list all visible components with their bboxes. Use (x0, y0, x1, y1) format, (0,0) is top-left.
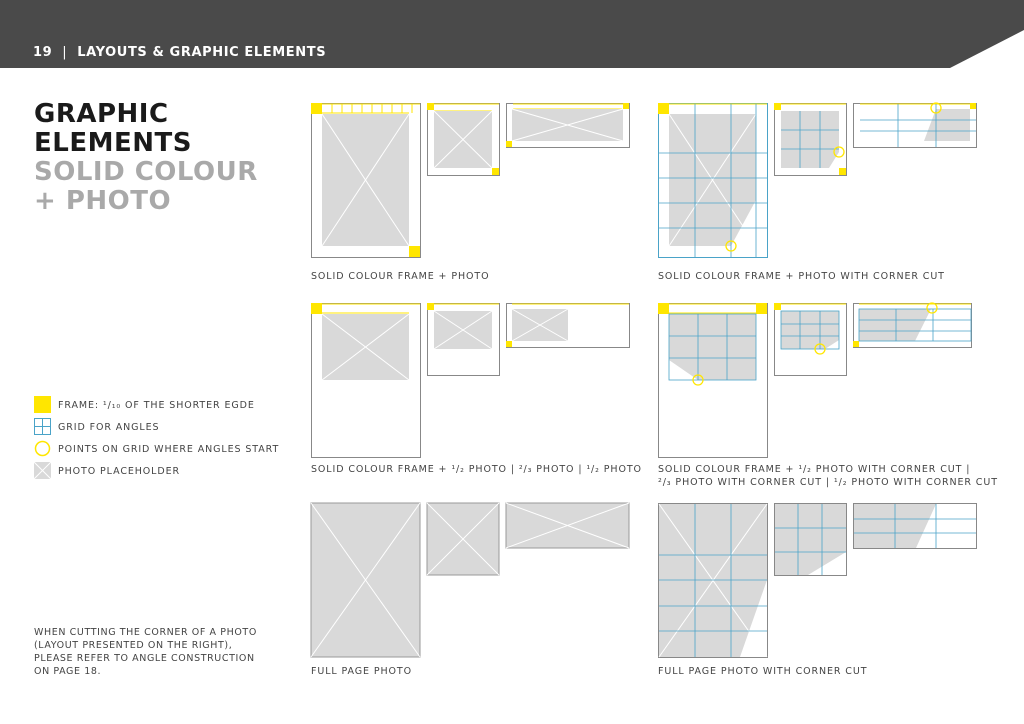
diagram-full-photo-square (427, 503, 499, 575)
diagram-full-photo-landscape (506, 503, 629, 548)
diagram-frame-photo-portrait (311, 103, 421, 258)
diagram-two-thirds-photo-corner-cut-square (774, 303, 847, 376)
title-line-1: GRAPHIC (34, 99, 169, 129)
caption-row3-left: FULL PAGE PHOTO (311, 666, 412, 677)
diagram-full-photo-corner-cut-square (775, 504, 847, 576)
title-line-4: + PHOTO (34, 186, 172, 216)
diagram-half-photo-portrait (311, 303, 421, 458)
diagram-full-photo-corner-cut-landscape (854, 504, 977, 549)
corner-cut-note: WHEN CUTTING THE CORNER OF A PHOTO (LAYOUT PRESENTED ON THE RIGHT), PLEASE REFER TO ANGLE CONSTRUCTION ON PAGE 18. (34, 627, 257, 677)
page-number: 19 (33, 45, 53, 60)
diagram-frame-photo-landscape (506, 103, 630, 148)
legend-label: GRID FOR ANGLES (58, 422, 160, 433)
diagram-frame-photo-corner-cut-square (774, 103, 847, 176)
diagram-two-thirds-photo-square (427, 303, 500, 376)
diagram-half-photo-corner-cut-portrait (658, 303, 768, 458)
section-name: LAYOUTS & GRAPHIC ELEMENTS (77, 45, 327, 60)
caption-row2-left: SOLID COLOUR FRAME + ¹/₂ PHOTO | ²/₃ PHOTO | ¹/₂ PHOTO (311, 464, 642, 475)
title-line-2: ELEMENTS (34, 128, 192, 158)
title-line-3: SOLID COLOUR (34, 157, 258, 187)
legend-label: POINTS ON GRID WHERE ANGLES START (58, 444, 280, 455)
diagram-half-photo-corner-cut-landscape (853, 303, 972, 348)
diagram-half-photo-landscape (506, 304, 630, 348)
diagram-full-photo-corner-cut-portrait (659, 504, 768, 658)
diagram-frame-photo-square (427, 103, 500, 176)
diagram-full-photo-portrait (311, 503, 420, 657)
legend-label: PHOTO PLACEHOLDER (58, 466, 180, 477)
caption-row2-right-line2: ²/₃ PHOTO WITH CORNER CUT | ¹/₂ PHOTO WITH CORNER CUT (658, 477, 998, 488)
caption-row1-right: SOLID COLOUR FRAME + PHOTO WITH CORNER CUT (658, 271, 945, 282)
diagram-frame-photo-corner-cut-landscape (854, 103, 977, 148)
caption-row1-left: SOLID COLOUR FRAME + PHOTO (311, 271, 490, 282)
legend-label: FRAME: ¹/₁₀ OF THE SHORTER EGDE (58, 400, 255, 411)
caption-row3-right: FULL PAGE PHOTO WITH CORNER CUT (658, 666, 868, 677)
diagram-frame-photo-corner-cut-portrait (658, 103, 768, 258)
header-separator: | (62, 45, 68, 60)
caption-row2-right-line1: SOLID COLOUR FRAME + ¹/₂ PHOTO WITH CORNER CUT | (658, 464, 971, 475)
